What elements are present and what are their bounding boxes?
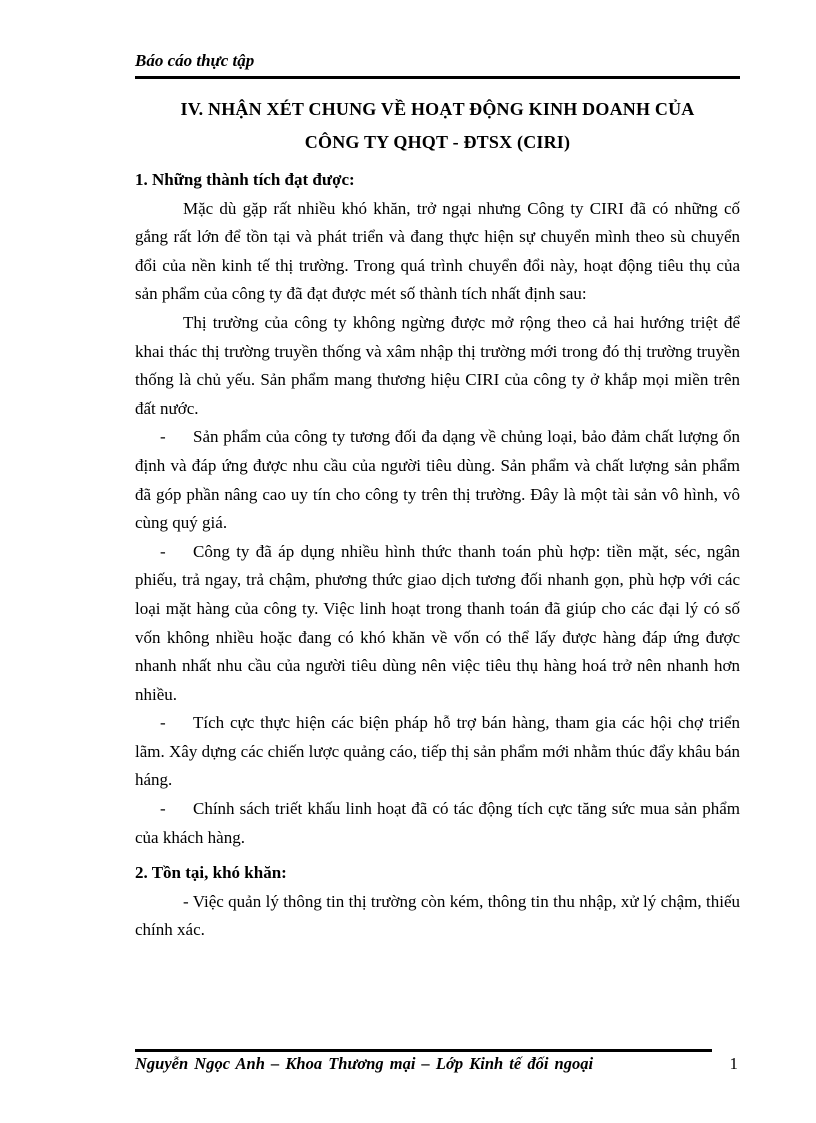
paragraph-text: Sản phẩm của công ty tương đối đa dạng về chủng loại, bảo đảm chất lượng ổn định và đáp ứng được nhu cầu của người tiêu dùng. Sản phẩm và chất lượng sản phẩm đã góp phần nâng cao uy tín cho công ty trên thị trường. Đây là một tài sản vô hình, vô cùng quý giá. xyxy=(135,427,740,533)
body-paragraph xyxy=(135,795,740,852)
body-paragraph xyxy=(135,195,740,309)
page-content xyxy=(135,50,740,945)
paragraph-text: Mặc dù gặp rất nhiều khó khăn, trở ngại nhưng Công ty CIRI đã có những cố gắng rất lớn để tồn tại và phát triển và đang thực hiện sự chuyển mình theo sù chuyển đổi của nền kinh tế thị trường. Trong quá trình chuyển đổi này, hoạt động tiêu thụ của sản phẩm của công ty đã đạt được mét số thành tích nhất định sau: xyxy=(135,198,740,304)
paragraph-text: Công ty đã áp dụng nhiều hình thức thanh toán phù hợp: tiền mặt, séc, ngân phiếu, trả ngay, trả chậm, phương thức giao dịch tương đối nhanh gọn, phù hợp với các loại mặt hàng của công ty. Việc linh hoạt trong thanh toán đã giúp cho các đại lý có số vốn không nhiều hoặc đang có khó khăn về vốn có thể lấy được hàng đáp ứng được nhanh nhất nhu cầu của người tiêu dùng nên việc tiêu thụ hàng hoá trở nên nhanh hơn nhiều. xyxy=(135,541,740,704)
body-paragraph xyxy=(135,423,740,537)
bullet-dash: - xyxy=(160,541,166,561)
footer-row xyxy=(135,1054,740,1074)
paragraph-text: - Việc quản lý thông tin thị trường còn kém, thông tin thu nhập, xử lý chậm, thiếu chính xác. xyxy=(135,891,740,940)
body-paragraph xyxy=(135,538,740,710)
paragraph-text: Thị trường của công ty không ngừng được mở rộng theo cả hai hướng triệt để khai thác thị trường truyền thống và xâm nhập thị trường mới trong đó thị trường truyền thống là chủ yếu. Sản phẩm mang thương hiệu CIRI của công ty ở khắp mọi miền trên đất nước. xyxy=(135,312,740,418)
section-heading-2: 2. Tồn tại, khó khăn: xyxy=(135,863,287,883)
section-heading-1: 1. Những thành tích đạt được: xyxy=(135,170,355,189)
body-paragraph xyxy=(135,309,740,423)
document-title xyxy=(135,93,740,159)
paragraph-text: Tích cực thực hiện các biện pháp hỗ trợ bán hàng, tham gia các hội chợ triển lãm. Xây dựng các chiến lược quảng cáo, tiếp thị sản phẩm mới nhằm thúc đẩy khâu bán háng. xyxy=(135,713,740,790)
footer-rule xyxy=(135,1049,712,1052)
paragraph-text: Chính sách triết khấu linh hoạt đã có tác động tích cực tăng sức mua sản phẩm của khách hàng. xyxy=(135,799,740,847)
page-number: 1 xyxy=(729,1054,738,1073)
page-footer xyxy=(135,1049,740,1074)
document-title-line2: CÔNG TY QHQT - ĐTSX (CIRI) xyxy=(304,132,571,152)
bullet-dash: - xyxy=(160,713,166,733)
bullet-dash: - xyxy=(160,799,166,819)
bullet-dash: - xyxy=(160,427,166,447)
body-paragraph xyxy=(135,888,740,945)
running-header: Báo cáo thực tập xyxy=(135,50,740,79)
document-title-line1: IV. NHẬN XÉT CHUNG VỀ HOẠT ĐỘNG KINH DOANH CỦA xyxy=(180,99,695,119)
body-paragraph xyxy=(135,709,740,795)
footer-author-line: Nguyễn Ngọc Anh – Khoa Thương mại – Lớp Kinh tế đối ngoại xyxy=(135,1054,594,1073)
